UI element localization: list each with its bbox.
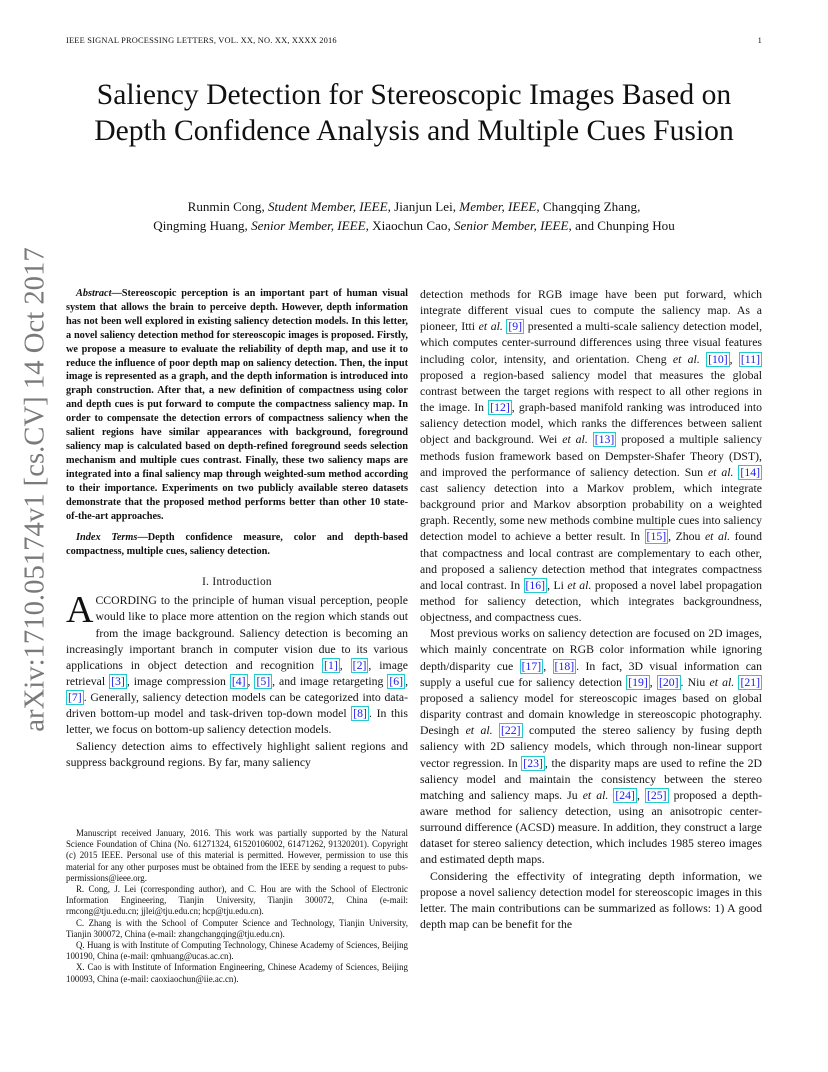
text-run: presented a multi-scale saliency detection model, which computes center-surround differences using three visual features including color, intensity, and orientation. Cheng	[420, 320, 763, 366]
citation-link[interactable]: [15]	[646, 530, 667, 544]
author-name: Changqing Zhang,	[539, 199, 641, 214]
author-line-1	[66, 198, 762, 217]
paper-title: Saliency Detection for Stereoscopic Images Based on Depth Confidence Analysis and Multiple Cues Fusion	[94, 79, 734, 147]
citation-link[interactable]: [7]	[68, 691, 82, 705]
intro-paragraph-1	[66, 589, 409, 738]
text-run: ,	[649, 675, 657, 689]
text-run: . In fact, 3D visual information can supply a useful cue for saliency detection	[420, 659, 763, 689]
citation-link[interactable]: [25]	[646, 788, 667, 802]
italic-text: et al.	[709, 675, 735, 689]
footnote: X. Cao is with Institute of Information Engineering, Chinese Academy of Sciences, Beijing 100093, China (e-mail: caoxiaochun@iie.ac.cn).	[66, 962, 408, 984]
footnotes	[66, 828, 408, 985]
text-run: . In this letter, we focus on bottom-up saliency detection models.	[66, 707, 409, 737]
author-affiliation: Student Member, IEEE,	[268, 199, 391, 214]
footnote: Q. Huang is with Institute of Computing Technology, Chinese Academy of Sciences, Beijing 100190, China (e-mail: qmhuang@ucas.ac.cn).	[66, 940, 408, 962]
author-name: Jianjun Lei,	[390, 199, 460, 214]
italic-text: et al.	[582, 788, 609, 802]
text-run: . Niu	[680, 675, 710, 689]
text-run: CCORDING to the principle of human visual perception, people would like to place more attention on the region which stands out from the image background. Saliency detection is becoming an increasingly important branch in computer vision due to its various applications in object detection and recognition	[66, 594, 408, 672]
author-affiliation: Senior Member, IEEE,	[454, 217, 572, 233]
footnote: Manuscript received January, 2016. This work was partially supported by the Natural Science Foundation of China (No. 61271324, 61520106002, 61471262, 91320201). Copyright (c) 2015 IEEE. Personal use of this material is permitted. However, permission to use this material for any other purposes must be obtained from the IEEE by sending a request to pubs-permissions@ieee.org.	[66, 828, 408, 883]
abstract-text: —Stereoscopic perception is an important part of human visual system that allows the brain to perceive depth. However, depth information has not been well explored in existing saliency detection models. In this letter, a novel saliency detection method for stereoscopic images is proposed. Firstly, we propose a measure to evaluate the reliability of depth map, and use it to reduce the influence of poor depth map on saliency detection. Then, the input image is represented as a graph, and the depth information is introduced into graph construction. After that, a new definition of compactness using color and depth cues is put forward to compute the compactness saliency map. In order to compensate the detection errors of compactness saliency when the salient regions have similar appearances with background, foreground saliency map is calculated based on depth-refined foreground seeds selection mechanism and multiple cues contrast. Finally, these two saliency maps are integrated into a final saliency map through weighted-sum method according to their importance. Experiments on two publicly available stereo datasets demonstrate that the proposed method performs better than other 10 state-of-the-art approaches.	[66, 288, 408, 522]
right-column	[420, 287, 762, 933]
citation-link[interactable]: [3]	[111, 675, 125, 688]
arxiv-stamp	[5, 246, 65, 732]
text-run: proposed a multiple saliency methods fusion framework based on Dempster-Shafer Theory (DST), and improved the performance of saliency detection. Sun	[420, 433, 763, 479]
citation-link[interactable]: [22]	[501, 724, 521, 738]
page-number: 1	[757, 36, 762, 45]
section-heading-introduction: I. Introduction	[202, 576, 272, 589]
citation-link[interactable]: [2]	[352, 658, 367, 672]
text-run: , the disparity maps are used to refine the 2D saliency model and maintain the consistency between the stereo matching and saliency maps. Ju	[420, 756, 762, 802]
author-line-2	[66, 217, 762, 236]
arxiv-identifier: arXiv:1710.05174v1 [cs.CV] 14 Oct 2017	[18, 246, 51, 732]
journal-name: IEEE SIGNAL PROCESSING LETTERS, VOL. XX, NO. XX, XXXX 2016	[66, 36, 337, 45]
text-run: ,	[729, 352, 739, 366]
author-name: Xiaochun Cao,	[368, 217, 454, 233]
citation-link[interactable]: [14]	[740, 465, 760, 479]
text-run: ,	[405, 675, 408, 688]
footnote: C. Zhang is with the School of Computer Science and Technology, Tianjin University, Tianjin 300072, China (e-mail: zhangchangqing@tju.edu.cn).	[66, 917, 408, 939]
italic-text: et al.	[562, 433, 588, 447]
citation-link[interactable]: [6]	[389, 675, 404, 688]
right-paragraph-1	[420, 287, 762, 626]
drop-cap: A	[66, 589, 94, 632]
text-run: , Li	[547, 578, 568, 592]
citation-link[interactable]: [16]	[525, 578, 546, 592]
text-run: , graph-based manifold ranking was introduced into saliency detection model, which ranks the differences between salient object and background. Wei	[420, 401, 762, 447]
text-run: ,	[636, 788, 645, 802]
author-name: and Chunping Hou	[571, 217, 675, 233]
abstract	[66, 287, 408, 523]
citation-link[interactable]: [23]	[523, 756, 543, 770]
citation-link[interactable]: [19]	[628, 675, 648, 689]
text-run: , Zhou	[668, 530, 705, 544]
citation-link[interactable]: [8]	[353, 707, 367, 721]
right-paragraph-3: Considering the effectivity of integrating depth information, we propose a novel saliency detection model for stereoscopic images in this letter. The main contributions can be summarized as follows: 1) A good depth map can be benefit for the	[420, 869, 762, 932]
text-run: ,	[247, 675, 255, 688]
text-run: proposed a region-based saliency model that measures the global contrast between the target regions with respect to all other regions in the image. In	[420, 368, 762, 415]
author-name: Qingming Huang,	[153, 217, 252, 233]
text-run	[588, 433, 593, 446]
italic-text: et al.	[704, 530, 731, 544]
text-run: computed the stereo saliency by fusing depth saliency with 2D saliency models, which through non-linear support vector regression. In	[420, 724, 762, 770]
text-run: cast saliency detection into a Markov problem, which integrate background prior and Markov absorption probability on a weighted graph. Recently, some new methods combine multiple cues into saliency detection model to achieve a better result. In	[420, 481, 762, 544]
text-run: proposed a depth-aware method for saliency detection, using an anisotropic center-surround difference (ACSD) measure. In addition, they construct a large dataset for stereo saliency detection, which includes 1985 stereo images and estimated depth maps.	[420, 788, 763, 867]
text-run: , image retrieval	[66, 658, 409, 688]
text-run: Most previous works on saliency detection are focused on 2D images, which mainly concentrate on RGB color information while ignoring depth/disparity cue	[420, 627, 762, 673]
text-run: , image compression	[126, 675, 230, 688]
italic-text: et al.	[478, 320, 503, 334]
citation-link[interactable]: [9]	[508, 320, 523, 334]
citation-link[interactable]: [11]	[740, 352, 761, 366]
citation-link[interactable]: [17]	[521, 659, 542, 673]
author-affiliation: Senior Member, IEEE,	[251, 217, 369, 233]
abstract-label: Abstract	[76, 288, 112, 299]
citation-link[interactable]: [24]	[615, 788, 635, 802]
author-list	[66, 198, 762, 235]
text-run: found that compactness and local contrast are complementary to each other, and proposed a saliency detection method that integrates compactness and local contrast. In	[420, 530, 762, 592]
text-run: ,	[339, 658, 351, 672]
text-run: proposed a saliency model for stereoscopic images based on global disparity contrast and domain knowledge in stereoscopic photography. Desingh	[420, 691, 762, 738]
citation-link[interactable]: [10]	[708, 352, 728, 366]
index-terms-label: Index Terms	[76, 532, 138, 544]
italic-text: et al.	[707, 465, 734, 479]
author-affiliation: Member, IEEE,	[459, 199, 540, 214]
citation-link[interactable]: [12]	[490, 401, 510, 415]
citation-link[interactable]: [13]	[594, 433, 615, 447]
footnote: R. Cong, J. Lei (corresponding author), and C. Hou are with the School of Electronic Information Engineering, Tianjin University, Tianjin 300072, China (e-mail: rmcong@tju.edu.cn; jjlei@tju.edu.cn; hcp@tju.edu.cn).	[66, 884, 408, 917]
citation-link[interactable]: [21]	[740, 675, 761, 689]
right-paragraph-2	[420, 626, 762, 868]
text-run: proposed a novel label propagation method for saliency detection, which integrates backgroundness, objectness, and compactness cues.	[420, 578, 762, 625]
citation-link[interactable]: [5]	[256, 675, 271, 688]
citation-link[interactable]: [20]	[658, 675, 679, 689]
italic-text: et al.	[567, 578, 592, 592]
index-terms	[66, 531, 408, 559]
citation-link[interactable]: [4]	[231, 675, 246, 688]
text-run: ,	[543, 659, 553, 673]
running-header	[66, 36, 762, 50]
author-name: Runmin Cong,	[187, 199, 268, 214]
text-run: detection methods for RGB image have been put forward, which integrate different visual cues to compute the saliency map. As a pioneer, Itti	[420, 288, 762, 334]
left-column	[66, 287, 408, 771]
intro-paragraph-2: Saliency detection aims to effectively highlight salient regions and suppress background regions. By far, many saliency	[66, 739, 408, 769]
citation-link[interactable]: [18]	[554, 659, 575, 673]
italic-text: et al.	[465, 724, 493, 738]
index-terms-text: —Depth confidence measure, color and depth-based compactness, multiple cues, saliency detection.	[66, 532, 409, 558]
citation-link[interactable]: [1]	[324, 658, 338, 672]
text-run: . Generally, saliency detection models can be categorized into data-driven bottom-up model and task-driven top-down model	[66, 691, 408, 721]
text-run: , and image retargeting	[272, 675, 388, 688]
italic-text: et al.	[672, 352, 700, 366]
